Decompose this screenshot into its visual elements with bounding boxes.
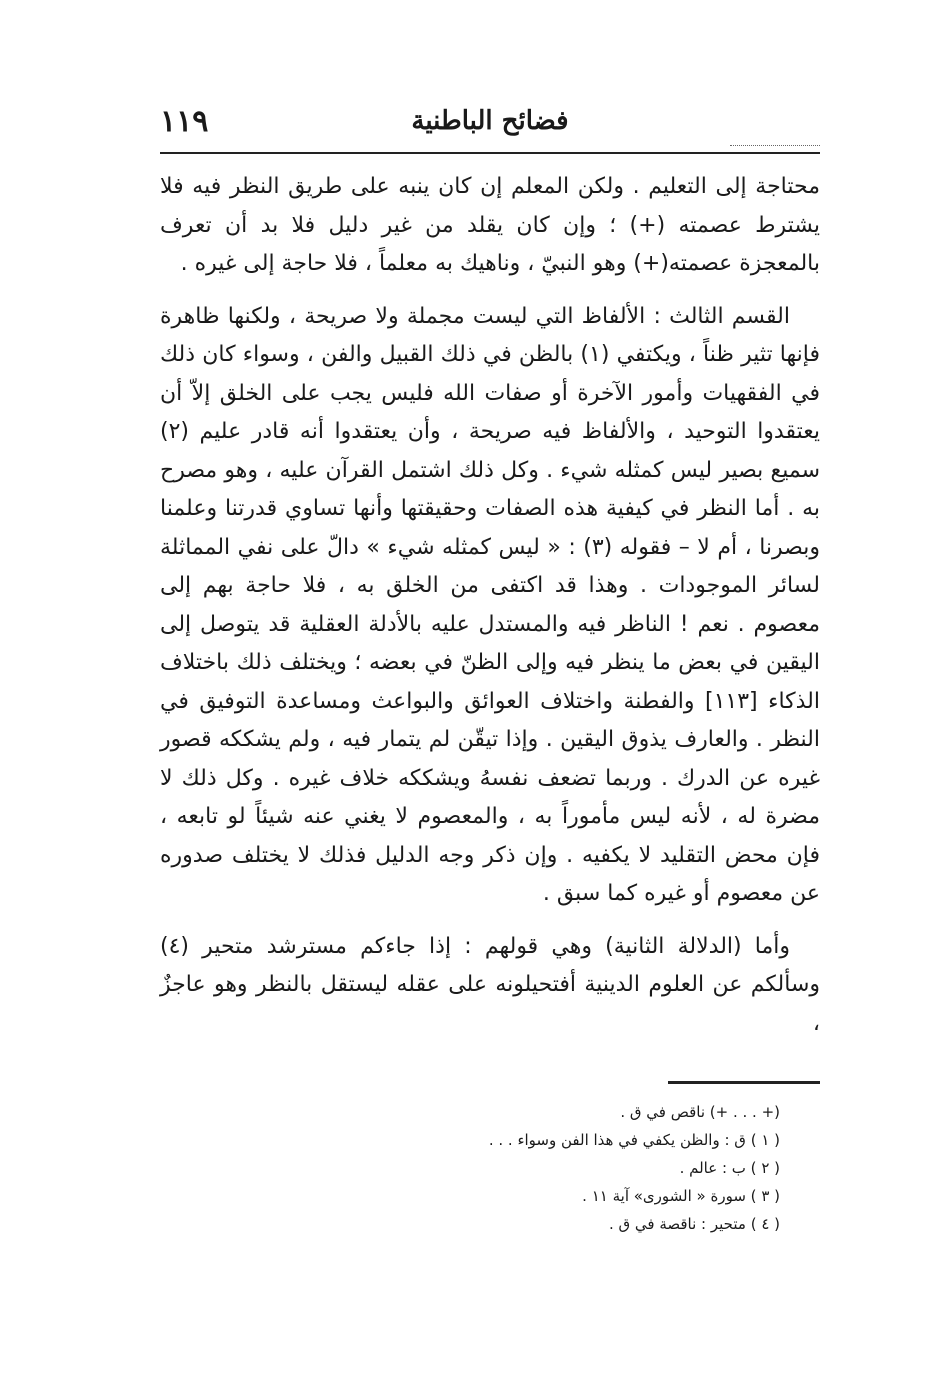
paragraph-1: محتاجة إلى التعليم . ولكن المعلم إن كان ينبه على طريق النظر فيه فلا يشترط عصمته (+) ؛ وإن كان يقلد من غير دليل فلا بد أن تعرف بالمعجزة عصمته(+) وهو النبيّ ، وناهيك به معلماً ، فلا حاجة إلى غيره .	[160, 174, 820, 276]
footnote-2: ( ٢ ) ب : عالم .	[679, 1159, 780, 1177]
paragraph-3: وأما (الدلالة الثانية) وهي قولهم : إذا جاءكم مسترشد متحير (٤) وسألكم عن العلوم الدينية أفتحيلونه على عقله ليستقل بالنظر وهو عاجزٌ ،	[160, 933, 820, 1036]
page-number: ١١٩	[160, 104, 209, 139]
footnote-1: ( ١ ) ق : والظن يكفي في هذا الفن وسواء . . .	[488, 1131, 780, 1149]
paragraph-2: القسم الثالث : الألفاظ التي ليست مجملة ولا صريحة ، ولكنها ظاهرة فإنها تثير ظناً ، ويكتفي (١) بالظن في ذلك القبيل والفن ، وسواء كان ذلك في الفقهيات وأمور الآخرة أو صفات الله فليس يجب على الخلق إلاّ أن يعتقدوا التوحيد ، والألفاظ فيه صريحة ، وأن يعتقدوا أنه قادر عليم (٢) سميع بصير ليس كمثله شيء . وكل ذلك اشتمل القرآن عليه ، وهو مصرح به . أما النظر في كيفية هذه الصفات وحقيقتها وأنها تساوي قدرتنا وعلمنا وبصرنا ، أم لا – فقوله (٣) : « ليس كمثله شيء » دالّ على نفي المماثلة لسائر الموجودات . وهذا قد اكتفى من الخلق به ، فلا حاجة بهم إلى معصوم . نعم ! الناظر فيه والمستدل عليه بالأدلة العقلية قد يتوصل إلى اليقين في بعض ما ينظر فيه وإلى الظنّ في بعضه ؛ ويختلف ذلك باختلاف الذكاء [١١٣] والفطنة واختلاف العوائق والبواعث ومساعدة التوفيق في النظر . والعارف يذوق اليقين . وإذا تيقّن لم يتمار فيه ، ولم يشككه قصور غيره عن الدرك . وربما تضعف نفسهُ ويشككه خلاف غيره . وكل ذلك لا مضرة له ، لأنه ليس مأموراً به ، والمعصوم لا يغني عنه شيئاً لو تابعه ، فإن محض التقليد لا يكفيه . وإن ذكر وجه الدليل فذلك لا يختلف صدوره عن معصوم أو غيره كما سبق .	[160, 303, 820, 906]
page-header	[160, 100, 820, 150]
running-title: فضائح الباطنية	[411, 106, 569, 136]
footnote-plus: (+ . . . +) ناقص في ق .	[620, 1103, 780, 1121]
footnote-3: ( ٣ ) سورة « الشورى» آية ١١ .	[582, 1187, 780, 1205]
header-rule-mark	[730, 145, 820, 150]
footnote-4: ( ٤ ) متحير : ناقصة في ق .	[608, 1215, 780, 1233]
header-rule	[160, 152, 820, 154]
footnotes	[300, 1098, 780, 1238]
footnote-rule	[668, 1081, 820, 1084]
body-text	[160, 168, 820, 1043]
